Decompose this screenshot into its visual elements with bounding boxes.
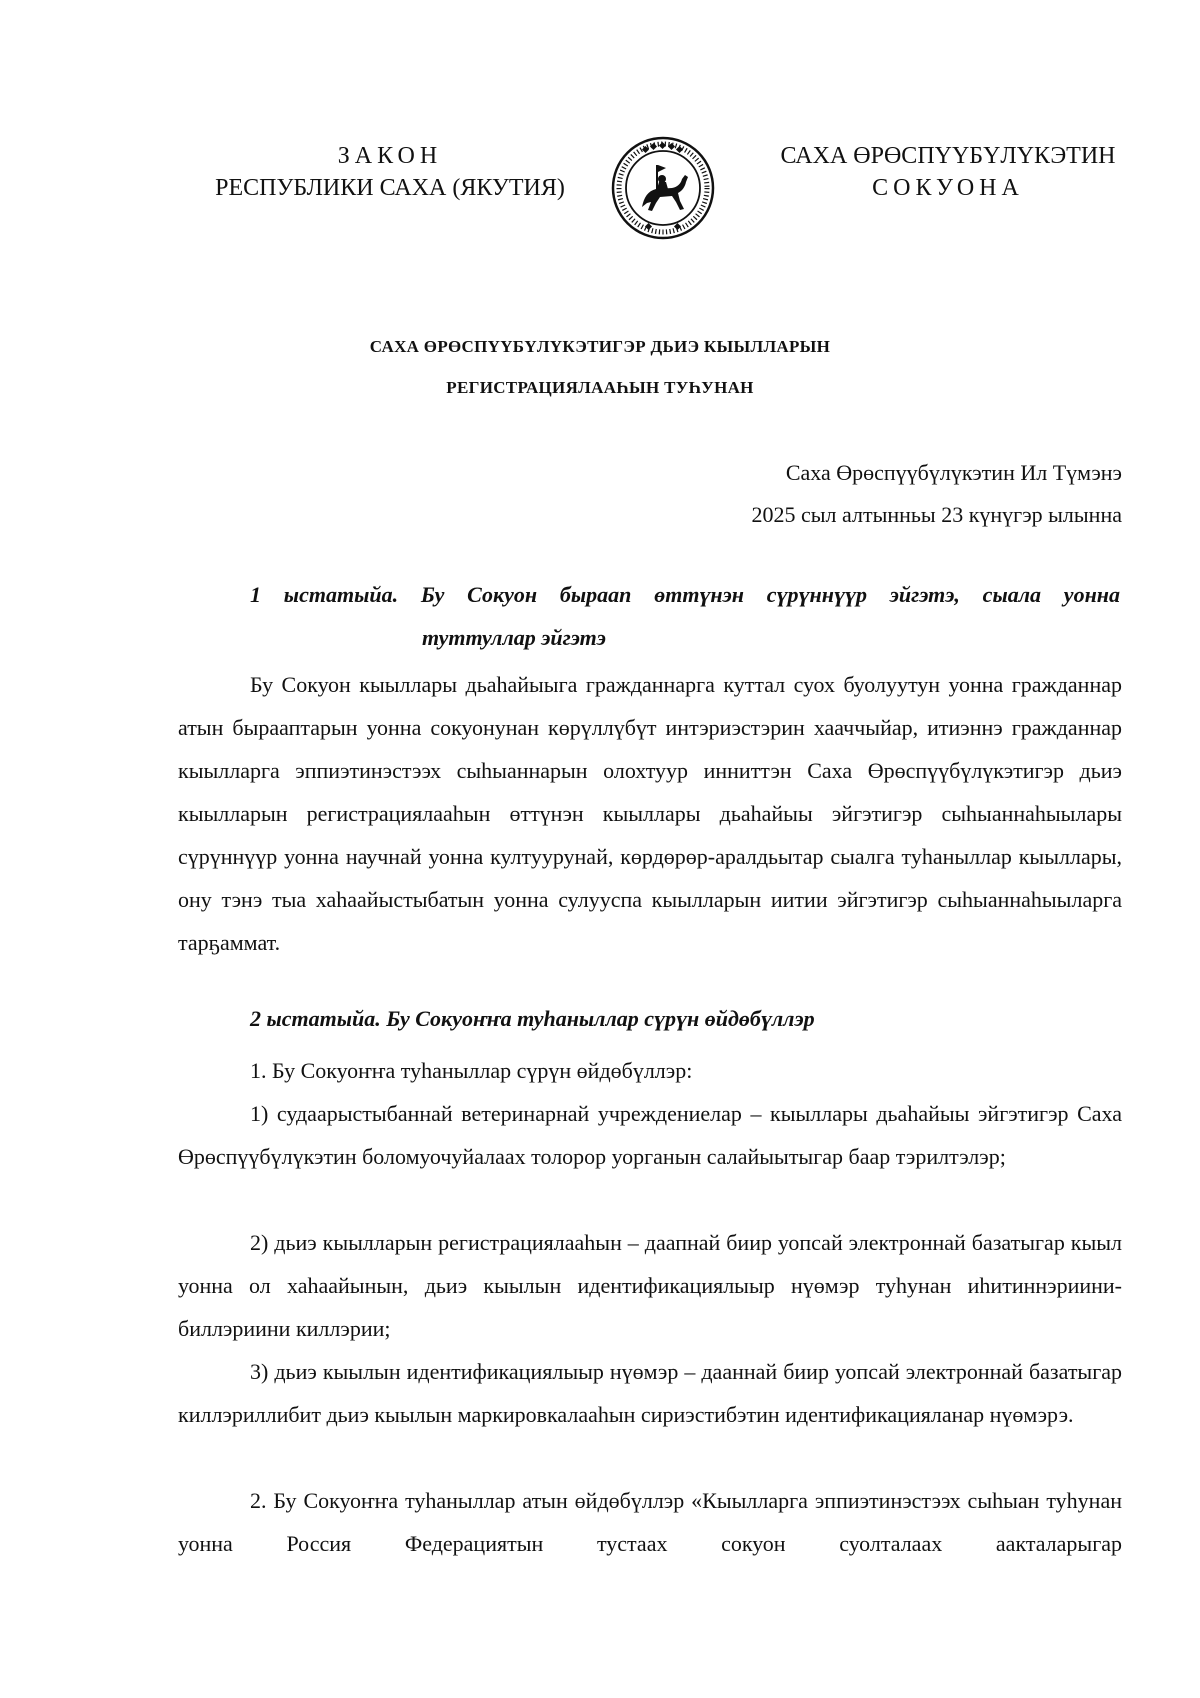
article1-paragraph: Бу Сокуон кыыллары дьаһайыыга гражданнарга куттал суох буолуутун уонна гражданнар атын бырааптарын уонна сокуонунан көрүллүбүт интэриэстэрин хааччыйар, итиэннэ гражданнар кыылларга эппиэтинэстээх сыһыаннарын олохтуур инниттэн Саха Өрөспүүбүлүкэтигэр дьиэ кыылларын регистрациялааһын өттүнэн кыыллары дьаһайыы эйгэтигэр сыһыаннаһыылары сүрүннүүр уонна научнай уонна култуурунай, көрдөрөр-аралдьытар сыалга туһаныллар кыыллары, ону тэнэ тыа хаһаайыстыбатын уонна сулууспа кыылларын иитии эйгэтигэр сыһыаннаһыыларга тарҕаммат.	[178, 672, 1122, 955]
header-left	[190, 140, 590, 204]
article2-heading: 2 ыстатыйа. Бу Сокуоҥҥа туһаныллар сүрүн өйдөбүллэр	[250, 1006, 815, 1031]
article2-item-2: 2) дьиэ кыылларын регистрациялааһын – даапнай биир уопсай электроннай базатыгар кыыл уонна ол хаһаайынын, дьиэ кыылын идентификациялыыр нүөмэр туһунан иһитиннэриини-биллэриини киллэрии;	[178, 1230, 1122, 1341]
article2-item-1: 1) судаарыстыбаннай ветеринарнай учреждениелар – кыыллары дьаһайыы эйгэтигэр Саха Өрөспүүбүлүкэтин боломуочуйалаах толорор уорганын салайыытыгар баар тэрилтэлэр;	[178, 1101, 1122, 1169]
coat-of-arms-emblem	[610, 135, 716, 241]
header-left-subtitle: РЕСПУБЛИКИ САХА (ЯКУТИЯ)	[215, 175, 565, 201]
article2-item-3: 3) дьиэ кыылын идентификациялыыр нүөмэр – дааннай биир уопсай электроннай базатыгар киллэриллибит дьиэ кыылын маркировкалааһын сириэстибэтин идентификацияланар нүөмэрэ.	[178, 1359, 1122, 1427]
article1-heading: 1 ыстатыйа. Бу Сокуон быраап өттүнэн сүрүннүүр эйгэтэ, сыала уонна	[250, 582, 1120, 607]
article2-paragraph-1: 1. Бу Сокуоҥҥа туһаныллар сүрүн өйдөбүллэр:	[250, 1058, 693, 1083]
law-title-line2: РЕГИСТРАЦИЯЛААҺЫН ТУҺУНАН	[446, 378, 754, 397]
header-right-subtitle: СОКУОНА	[872, 175, 1024, 201]
article2-paragraph-2: 2. Бу Сокуоҥҥа туһаныллар атын өйдөбүллэр «Кыылларга эппиэтинэстээх сыһыан туһунан уонна Россия Федерациятын тустаах сокуон суолталаах аакталарыгар	[178, 1488, 1122, 1556]
header-left-title: ЗАКОН	[337, 143, 443, 169]
header-right-title: САХА ӨРӨСПҮҮБҮЛҮКЭТИН	[780, 143, 1116, 169]
adoption-date: 2025 сыл алтынньы 23 күнүгэр ылынна	[751, 502, 1122, 527]
header-right	[758, 140, 1138, 204]
adoption-body: Саха Өрөспүүбүлүкэтин Ил Түмэнэ	[785, 460, 1122, 485]
article1-heading-cont: туттуллар эйгэтэ	[422, 625, 606, 650]
law-title-line1: САХА ӨРӨСПҮҮБҮЛҮКЭТИГЭР ДЬИЭ КЫЫЛЛАРЫН	[369, 337, 831, 356]
